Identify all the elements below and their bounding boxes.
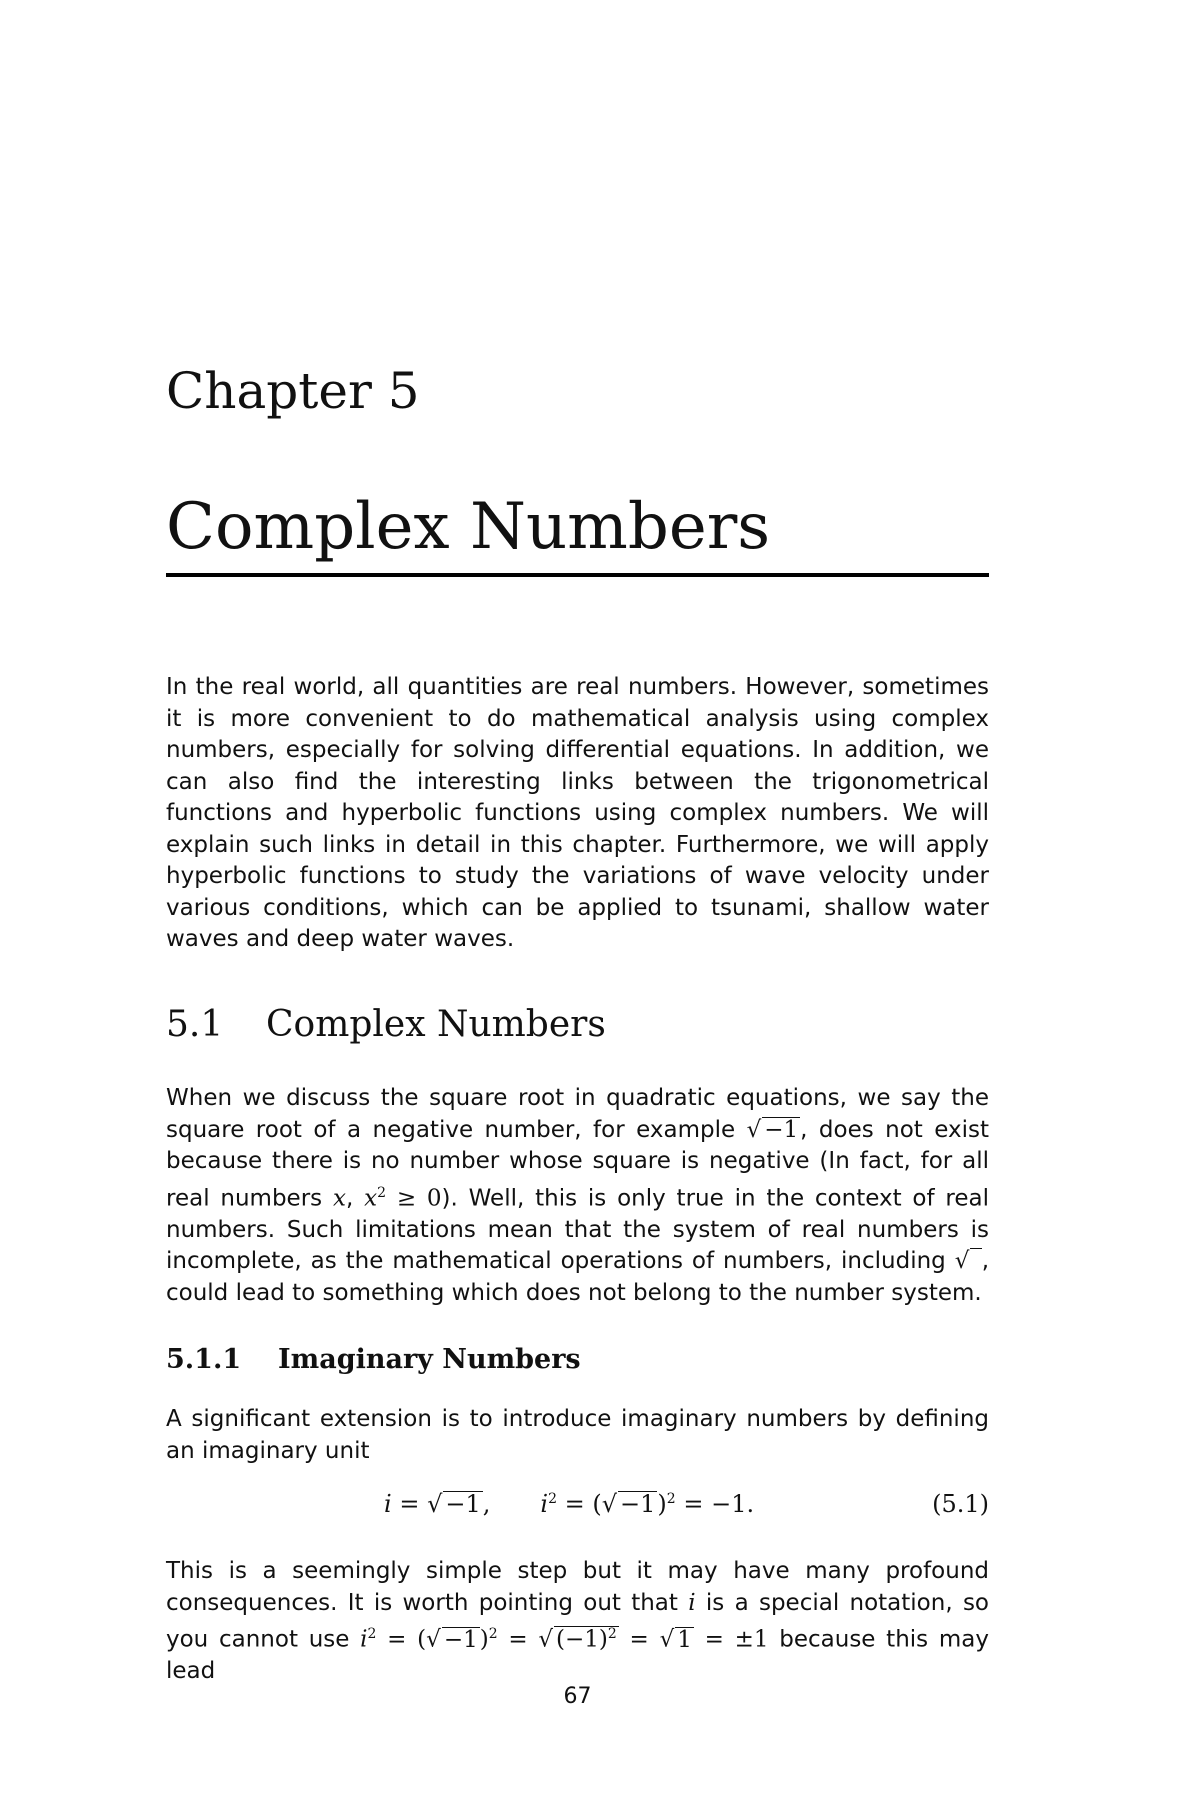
chapter-title: Complex Numbers	[166, 490, 771, 564]
math-variable: i	[384, 1490, 392, 1518]
text-run: , does not exist because there is no number whose square is negative (In fact, for all real numbers	[166, 1116, 990, 1212]
math-variable: i	[688, 1589, 696, 1616]
post-equation-paragraph	[166, 1556, 989, 1688]
section-paragraph	[166, 1083, 989, 1309]
subsection-number: 5.1.1	[166, 1344, 242, 1375]
section-heading	[166, 1004, 606, 1045]
math-operator: =	[497, 1626, 539, 1653]
section-title: Complex Numbers	[266, 1004, 606, 1045]
text-run: ,	[345, 1185, 365, 1212]
page-number: 67	[563, 1684, 592, 1709]
math-operator: =	[618, 1626, 660, 1653]
chapter-title-rule	[166, 573, 989, 577]
math-radicand: −1	[620, 1490, 656, 1518]
subsection-paragraph: A significant extension is to introduce imaginary numbers by defining an imaginary unit	[166, 1406, 989, 1464]
math-result: = −1.	[675, 1490, 755, 1518]
sqrt-sign: √	[426, 1626, 441, 1653]
math-paren: )	[479, 1626, 489, 1653]
sqrt-sign: √	[601, 1490, 618, 1518]
math-radicand: −1	[764, 1116, 799, 1143]
text-run: is a special notation, so you cannot use	[166, 1589, 989, 1653]
math-radicand: −1	[443, 1626, 478, 1653]
display-equation	[166, 1490, 989, 1530]
sqrt-sign: √	[538, 1626, 554, 1653]
chapter-label: Chapter 5	[166, 362, 420, 420]
math-paren: )	[657, 1490, 667, 1518]
text-run: This is a seemingly simple step but it may have many profound consequences. It is worth pointing out that	[166, 1558, 989, 1616]
text-run: ). Well, this is only true in the context of real numbers. Such limitations mean that the system of real numbers is incomplete, as the mathematical operations of numbers, including	[166, 1185, 989, 1275]
subsection-heading	[166, 1344, 581, 1375]
math-radicand	[554, 1626, 619, 1652]
sqrt-sign: √	[954, 1248, 970, 1275]
text-run: because this may lead	[166, 1626, 989, 1685]
math-variable: x	[364, 1185, 378, 1212]
math-exponent: 2	[548, 1491, 557, 1507]
math-radicand: 1	[677, 1626, 692, 1653]
equation-body	[384, 1490, 754, 1518]
subsection-title: Imaginary Numbers	[278, 1344, 581, 1375]
math-exponent: 2	[607, 1626, 617, 1642]
math-punctuation: ,	[482, 1490, 491, 1518]
section-number: 5.1	[166, 1004, 224, 1045]
math-exponent: 2	[666, 1491, 676, 1507]
math-operator: = (	[557, 1490, 602, 1518]
text-run: , could lead to something which does not belong to the number system.	[166, 1248, 989, 1306]
math-variable: i	[540, 1490, 549, 1518]
math-exponent: 2	[377, 1184, 386, 1201]
math-radicand-base: (−1)	[556, 1626, 608, 1653]
sqrt-sign: √	[659, 1626, 675, 1653]
math-operator: = (	[376, 1626, 427, 1653]
equation-number: (5.1)	[932, 1490, 989, 1518]
sqrt-sign: √	[427, 1490, 443, 1518]
empty-radicand	[970, 1248, 981, 1273]
math-result: = ±1	[693, 1626, 769, 1653]
math-variable: x	[332, 1185, 346, 1212]
intro-paragraph: In the real world, all quantities are real numbers. However, sometimes it is more convenient to do mathematical analysis using complex numbers, especially for solving differential equations. In addition, we can also find the interesting links between the trigonometrical functions and hyperbolic functions using complex numbers. We will explain such links in detail in this chapter. Furthermore, we will apply hyperbolic functions to study the variations of wave velocity under various conditions, which can be applied to tsunami, shallow water waves and deep water waves.	[166, 674, 989, 952]
math-inequality: ≥ 0	[386, 1185, 442, 1212]
text-run: When we discuss the square root in quadratic equations, we say the square root of a negative number, for example	[166, 1085, 989, 1143]
math-variable: i	[360, 1626, 368, 1653]
math-operator: =	[391, 1490, 428, 1518]
math-exponent: 2	[488, 1626, 498, 1642]
math-radicand: −1	[445, 1490, 481, 1518]
sqrt-sign: √	[746, 1116, 762, 1143]
math-exponent: 2	[367, 1626, 377, 1642]
